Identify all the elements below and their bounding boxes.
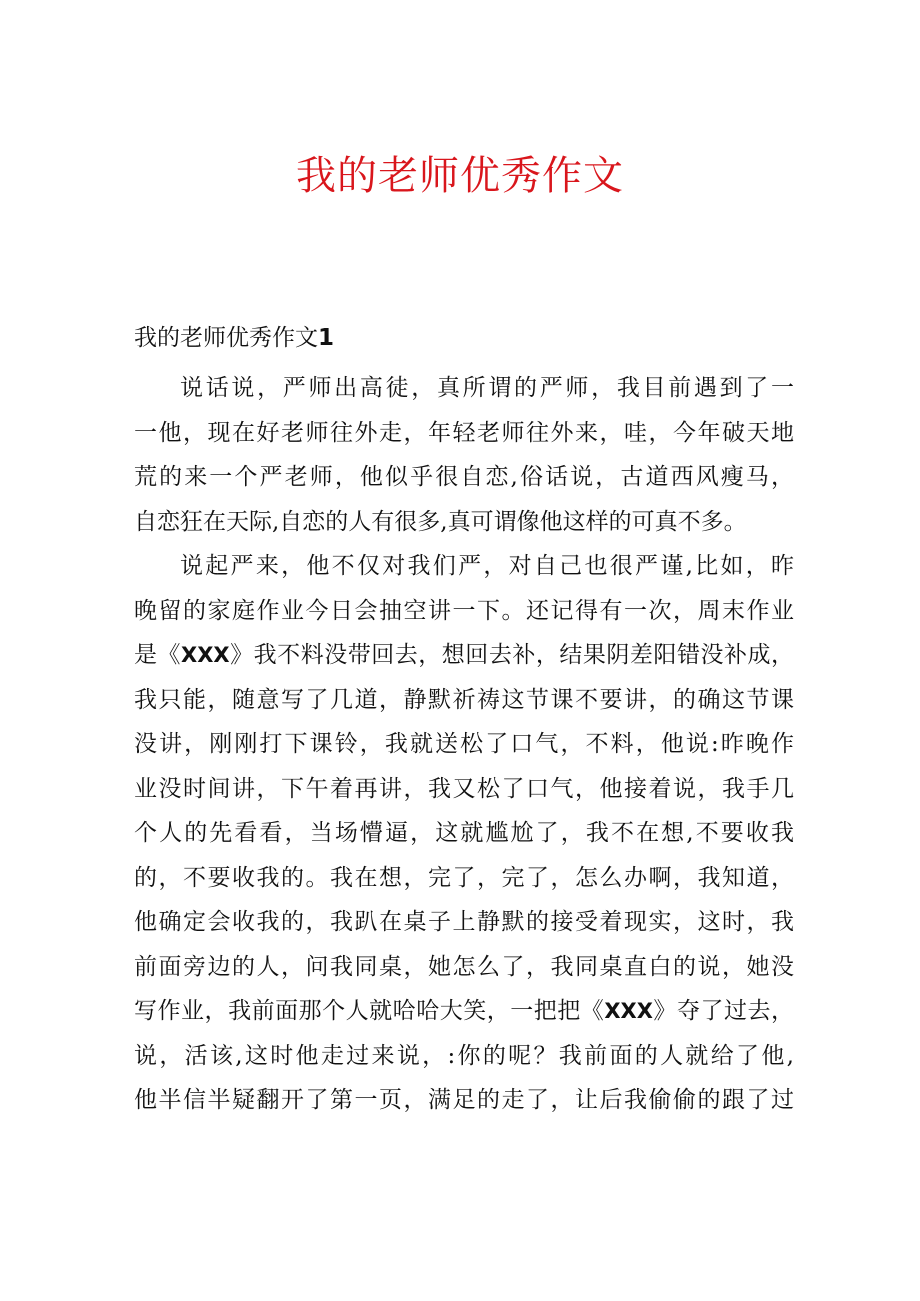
essay-line: 写作业，我前面那个人就哈哈大笑，一把把《XXX》夺了过去， <box>134 998 794 1024</box>
section-heading <box>134 318 334 358</box>
essay-line: 说，活该,这时他走过来说，:你的呢？我前面的人就给了他, <box>134 1042 794 1069</box>
essay-line: 说起严来，他不仅对我们严，对自己也很严谨,比如，昨 <box>180 553 794 579</box>
essay-line: 自恋狂在天际,自恋的人有很多,真可谓像他这样的可真不多。 <box>134 508 747 535</box>
placeholder-xxx: XXX <box>604 999 653 1023</box>
essay-line: 个人的先看看，当场懵逼，这就尴尬了，我不在想,不要收我 <box>134 820 794 846</box>
essay-line: 他确定会收我的，我趴在桌子上静默的接受着现实，这时，我 <box>134 909 794 935</box>
essay-line: 是《XXX》我不料没带回去，想回去补，结果阴差阳错没补成， <box>134 642 794 668</box>
document-title: 我的老师优秀作文 <box>296 153 624 199</box>
essay-line: 我只能，随意写了几道，静默祈祷这节课不要讲，的确这节课 <box>134 686 794 713</box>
essay-line: 他半信半疑翻开了第一页，满足的走了，让后我偷偷的跟了过 <box>134 1087 794 1113</box>
essay-line: 晚留的家庭作业今日会抽空讲一下。还记得有一次，周末作业 <box>134 597 794 624</box>
essay-line: 一他，现在好老师往外走，年轻老师往外来，哇，今年破天地 <box>134 419 794 446</box>
section-heading-number: 1 <box>318 325 335 351</box>
section-heading-text: 我的老师优秀作文 <box>134 325 318 351</box>
essay-line: 荒的来一个严老师，他似乎很自恋,俗话说，古道西风瘦马， <box>134 464 794 490</box>
essay-line: 前面旁边的人，问我同桌，她怎么了，我同桌直白的说，她没 <box>134 953 794 980</box>
essay-line: 没讲，刚刚打下课铃，我就送松了口气，不料，他说:昨晚作 <box>134 731 794 757</box>
essay-line: 说话说，严师出高徒，真所谓的严师，我目前遇到了一 <box>180 375 794 401</box>
essay-line: 的，不要收我的。我在想，完了，完了，怎么办啊，我知道， <box>134 864 794 891</box>
placeholder-xxx: XXX <box>181 643 230 667</box>
essay-line: 业没时间讲，下午着再讲，我又松了口气，他接着说，我手几 <box>134 775 794 802</box>
essay-body <box>134 366 794 1123</box>
